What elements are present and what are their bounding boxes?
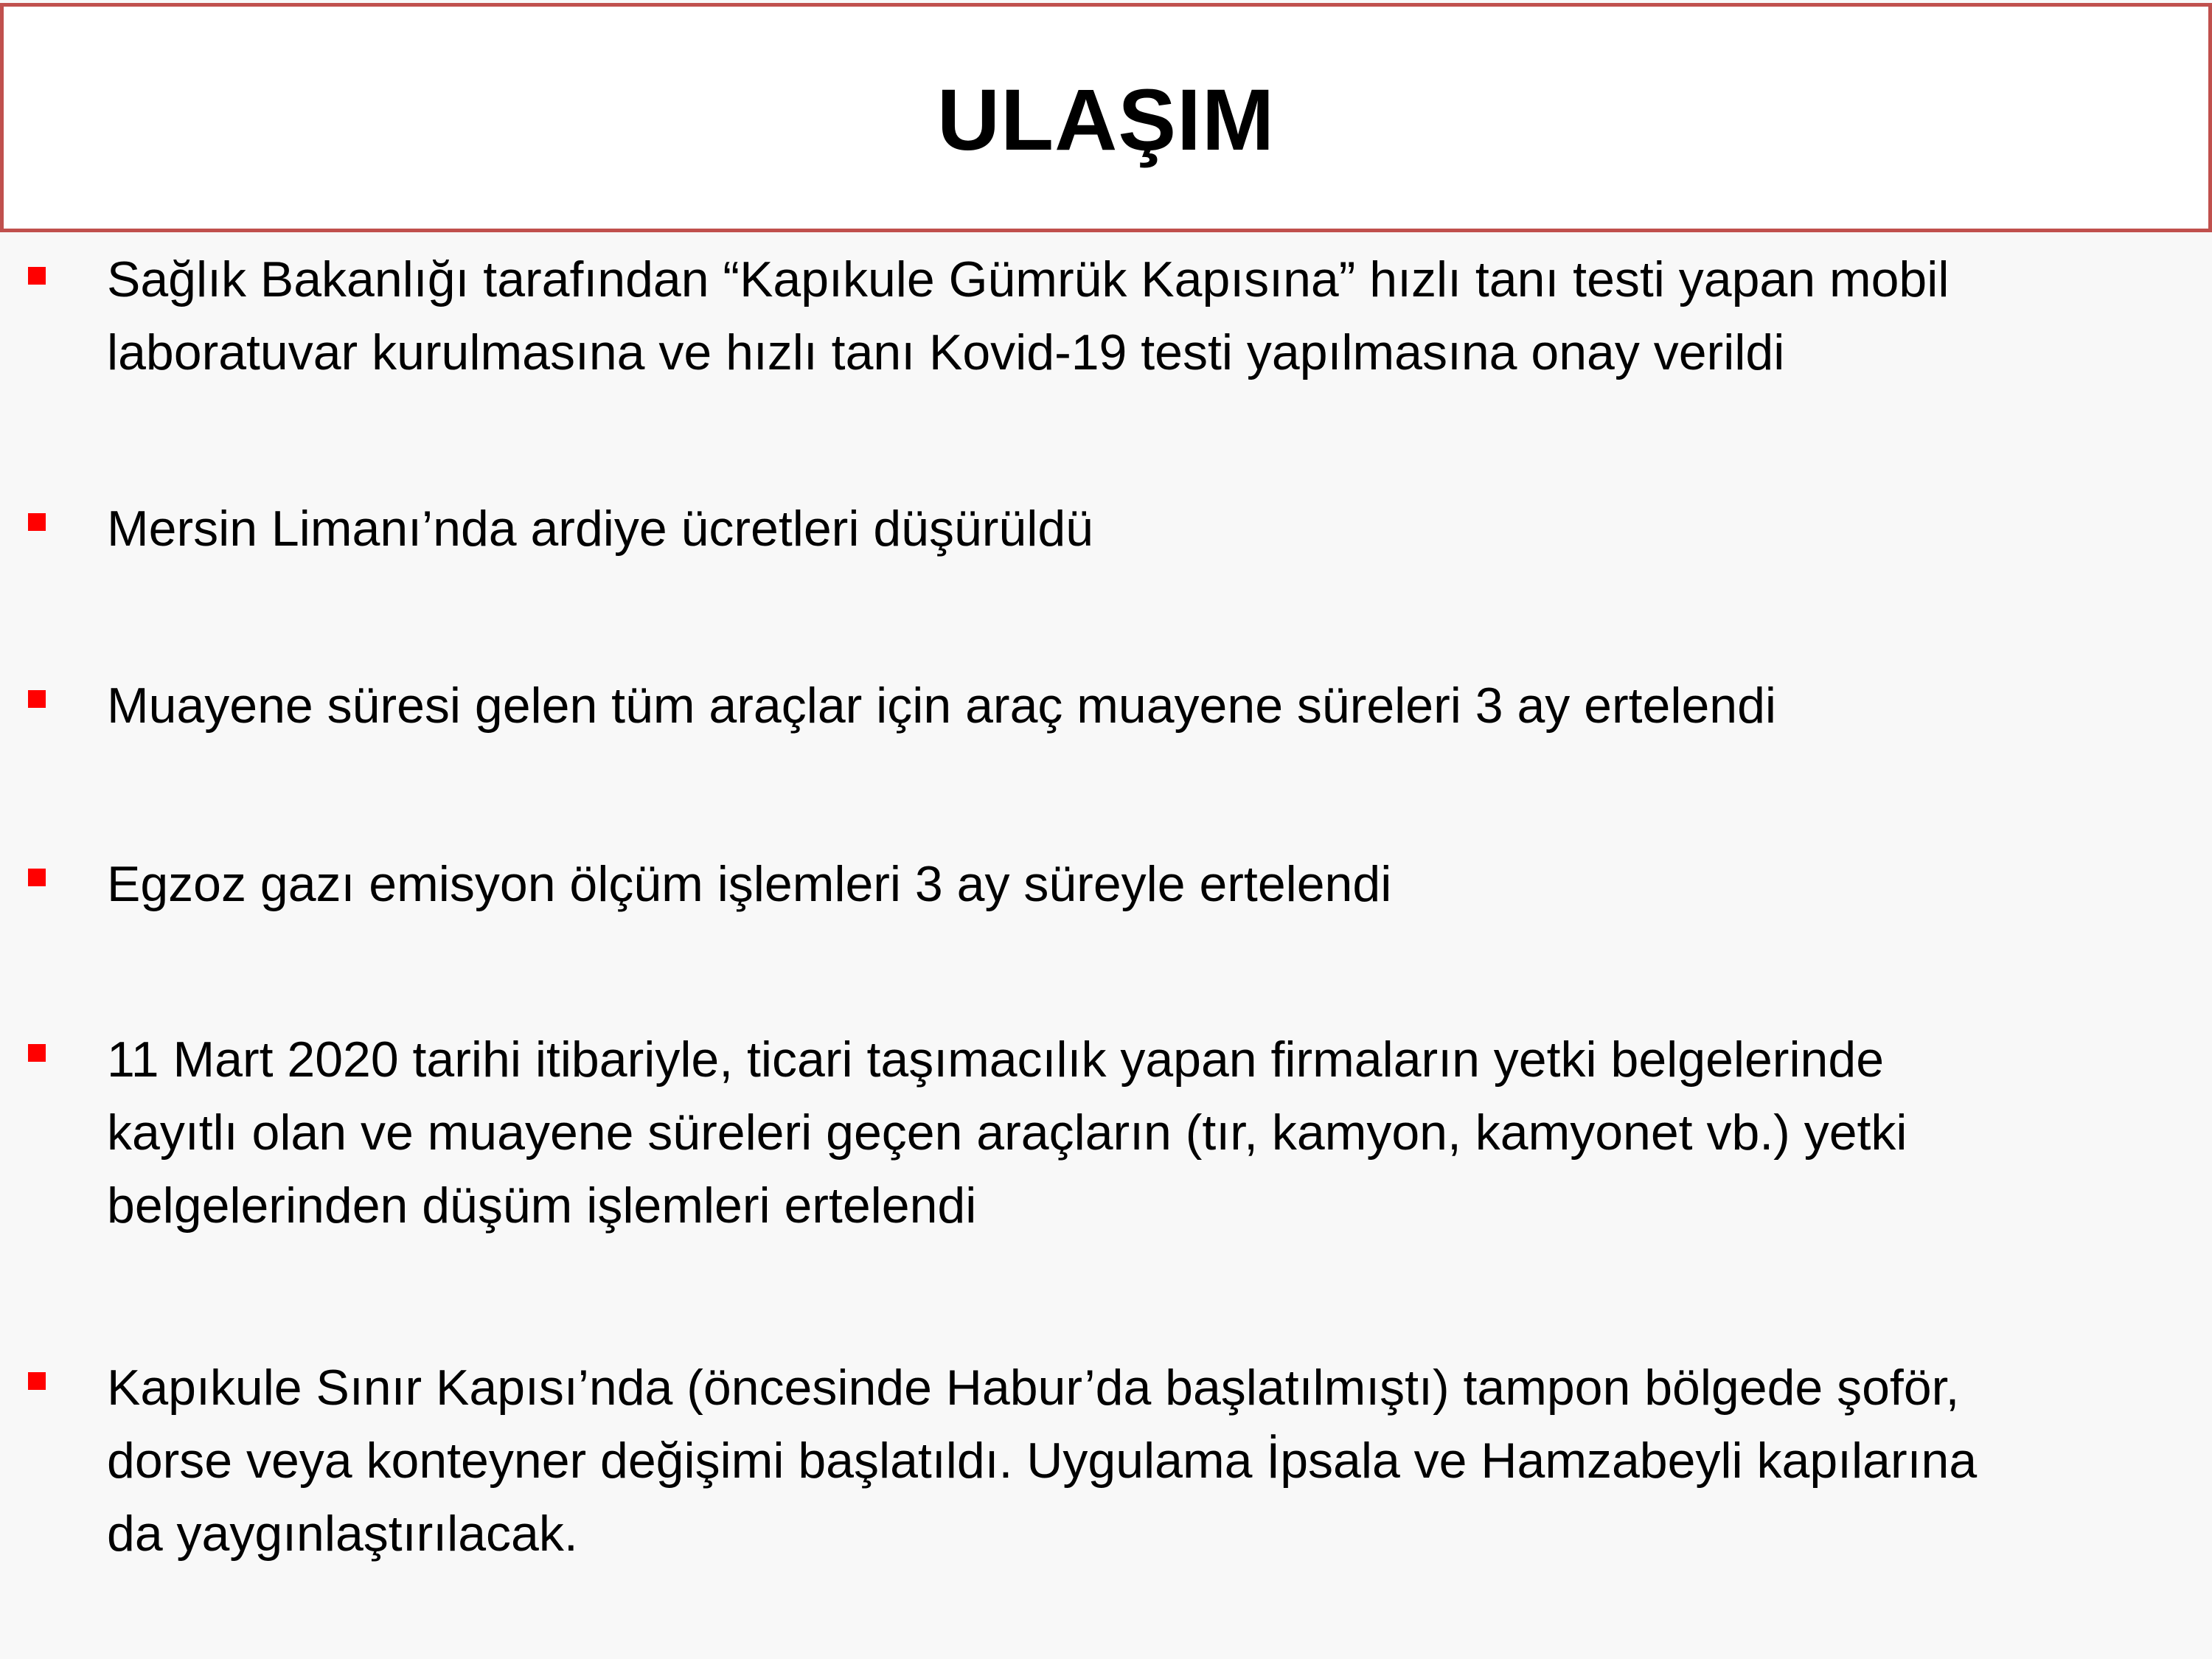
slide-title: ULAŞIM: [936, 71, 1276, 169]
bullet-marker-icon: [28, 690, 46, 708]
bullet-marker-icon: [28, 869, 46, 886]
bullet-text: Mersin Limanı’nda ardiye ücretleri düşürüldü: [107, 501, 1093, 557]
bullet-marker-icon: [28, 1044, 46, 1062]
bullet-text: 11 Mart 2020 tarihi itibariyle, ticari taşımacılık yapan firmaların yetki belgelerinde kayıtlı olan ve muayene süreleri geçen araçların (tır, kamyon, kamyonet vb.) yetki belgelerinden düşüm işlemleri ertelendi: [107, 1032, 1907, 1234]
bullet-text: Egzoz gazı emisyon ölçüm işlemleri 3 ay süreyle ertelendi: [107, 856, 1392, 912]
bullet-text: Muayene süresi gelen tüm araçlar için araç muayene süreleri 3 ay ertelendi: [107, 678, 1777, 734]
bullet-text: Sağlık Bakanlığı tarafından “Kapıkule Gümrük Kapısına” hızlı tanı testi yapan mobil laboratuvar kurulmasına ve hızlı tanı Kovid-19 testi yapılmasına onay verildi: [107, 251, 1950, 380]
bullet-marker-icon: [28, 513, 46, 531]
bullet-marker-icon: [28, 267, 46, 285]
bullet-text: Kapıkule Sınır Kapısı’nda (öncesinde Habur’da başlatılmıştı) tampon bölgede şoför, dorse veya konteyner değişimi başlatıldı. Uygulama İpsala ve Hamzabeyli kapılarına da yaygınlaştırılacak.: [107, 1360, 1978, 1562]
bullet-marker-icon: [28, 1372, 46, 1390]
